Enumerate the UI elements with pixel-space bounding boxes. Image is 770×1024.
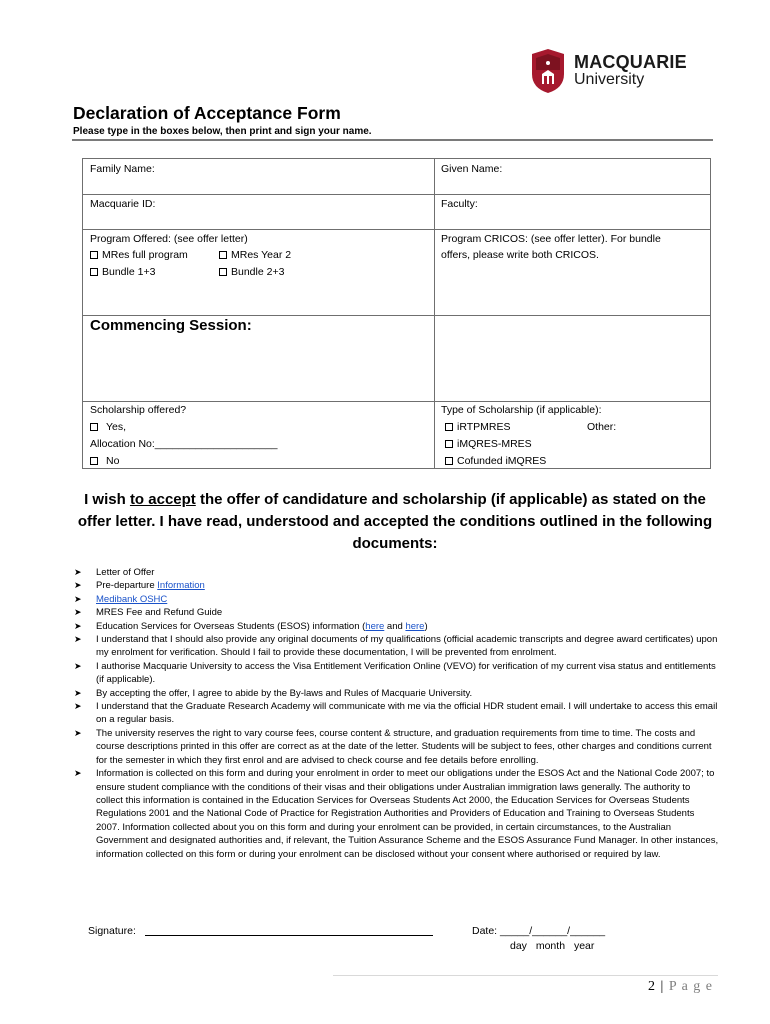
macquarie-id-field[interactable]: Macquarie ID: <box>90 198 156 210</box>
list-item-text: By accepting the offer, I agree to abide by the By-laws and Rules of Macquarie University. <box>96 687 473 699</box>
arrowhead-bullet-icon: ➤ <box>74 727 82 738</box>
documents-list <box>74 566 719 861</box>
option-label: No <box>106 455 120 467</box>
column-divider <box>434 159 435 468</box>
logo-name: MACQUARIE <box>574 52 687 72</box>
program-option-bundle-1-3[interactable] <box>90 264 155 280</box>
program-option-bundle-2-3[interactable] <box>219 264 284 280</box>
arrowhead-bullet-icon: ➤ <box>74 593 82 604</box>
arrowhead-bullet-icon: ➤ <box>74 701 82 712</box>
list-item <box>74 606 719 619</box>
list-item <box>74 660 719 687</box>
acceptance-statement <box>70 489 720 555</box>
list-item <box>74 727 719 767</box>
program-option-mres-year2[interactable] <box>219 247 291 263</box>
page-word: P a g e <box>668 979 714 994</box>
list-item-text: The university reserves the right to vary course fees, course content & structure, and graduation requirements from time to time. The costs and course descriptions printed in this offer are correct as at the date of the letter. Students will be subject to fees, other charges and conditions current for the semester in which they first enrol and are advised to check course and fee details before enrolling. <box>96 727 712 766</box>
program-offered-label: Program Offered: (see offer letter) <box>90 233 248 245</box>
checkbox-icon[interactable] <box>90 423 98 431</box>
list-item-text: MRES Fee and Refund Guide <box>96 607 223 619</box>
list-item <box>74 620 719 633</box>
checkbox-icon[interactable] <box>90 457 98 465</box>
option-label: iMQRES-MRES <box>457 438 532 450</box>
scholarship-type-label: Type of Scholarship (if applicable): <box>441 404 602 416</box>
medibank-oshc-link[interactable]: Medibank OSHC <box>96 593 168 605</box>
page-title: Declaration of Acceptance Form <box>73 103 341 123</box>
list-item-text: I authorise Macquarie University to access the Visa Entitlement Verification Online (VEVO) for verification of my current visa status and entitlements (if applicable). <box>96 660 716 686</box>
arrowhead-bullet-icon: ➤ <box>74 660 82 671</box>
program-cricos-note: offers, please write both CRICOS. <box>441 249 599 261</box>
statement-text: the offer of candidature and scholarship (if applicable) as stated on the offer letter. I have read, understood and accepted the conditions outlined in the following documents: <box>77 491 713 552</box>
option-label: MRes Year 2 <box>231 249 292 261</box>
scholarship-yes-option[interactable] <box>90 419 126 435</box>
logo-sub: University <box>574 71 645 88</box>
allocation-no-field[interactable]: Allocation No:_____________________ <box>90 438 278 450</box>
date-field[interactable]: Date: _____/______/______ <box>472 925 606 937</box>
information-link[interactable]: Information <box>157 580 205 592</box>
given-name-field[interactable]: Given Name: <box>441 163 503 175</box>
list-item <box>74 579 719 592</box>
arrowhead-bullet-icon: ➤ <box>74 580 82 591</box>
arrowhead-bullet-icon: ➤ <box>74 687 82 698</box>
checkbox-icon[interactable] <box>219 251 227 259</box>
scholarship-type-irtpmres[interactable] <box>445 419 510 435</box>
list-item <box>74 566 719 579</box>
commencing-session-label: Commencing Session: <box>90 317 252 334</box>
list-item <box>74 593 719 606</box>
faculty-field[interactable]: Faculty: <box>441 198 478 210</box>
checkbox-icon[interactable] <box>445 423 453 431</box>
checkbox-icon[interactable] <box>445 457 453 465</box>
scholarship-type-imqres-mres[interactable] <box>445 436 532 452</box>
list-item-text: Information is collected on this form and during your enrolment in order to meet our obligations under the ESOS Act and the National Code 2007; to ensure student compliance with the conditions of their visas and their obligations under Australian immigration laws generally. The authority to collect this information is contained in the Education Services for Overseas Students Act 2000, the Education Services for Overseas Students Regulations 2001 and the National Code of Practice for Registration Authorities and Providers of Education and Training to Overseas Students 2007. Information collected about you on this form and during your enrolment can be provided, in certain circumstances, to the Australian Government and designated authorities and, if relevant, the Tuition Assurance Scheme and the ESOS Assurance Fund Manager. In other instances, information collected on this form or during your enrolment can be disclosed without your consent where authorised or required by law. <box>96 768 719 860</box>
arrowhead-bullet-icon: ➤ <box>74 768 82 779</box>
list-item-text: and <box>384 620 406 632</box>
option-label: MRes full program <box>102 249 188 261</box>
signature-field[interactable] <box>145 935 433 936</box>
page-number-value: 2 <box>648 979 656 994</box>
esos-here-link-1[interactable]: here <box>365 620 385 632</box>
esos-here-link-2[interactable]: here <box>405 620 425 632</box>
arrowhead-bullet-icon: ➤ <box>74 634 82 645</box>
page-number <box>648 979 713 995</box>
list-item <box>74 700 719 727</box>
list-item-text: ) <box>424 620 428 632</box>
program-option-mres-full[interactable] <box>90 247 188 263</box>
option-label: Bundle 1+3 <box>102 266 156 278</box>
list-item-text: Pre-departure <box>96 580 158 592</box>
list-item-text: I understand that I should also provide any original documents of my qualifications (official academic transcripts and degree award certificates) upon my enrolment for verification. Should I fail to provide these documentation, I will be prevented from enrolment. <box>96 634 718 659</box>
option-label: iRTPMRES <box>457 421 511 433</box>
program-cricos-label: Program CRICOS: (see offer letter). For bundle <box>441 233 661 245</box>
row-divider <box>83 315 710 316</box>
row-divider <box>83 194 710 195</box>
arrowhead-bullet-icon: ➤ <box>74 567 82 577</box>
list-item-text: I understand that the Graduate Research Academy will communicate with me via the official HDR student email. I will undertake to access this email on a regular basis. <box>96 701 718 726</box>
page-separator: | <box>660 979 665 994</box>
row-divider <box>83 229 710 230</box>
arrowhead-bullet-icon: ➤ <box>74 607 82 618</box>
option-label: Bundle 2+3 <box>231 266 285 278</box>
list-item <box>74 767 719 861</box>
list-item-text: Letter of Offer <box>96 567 155 578</box>
footer-divider <box>333 975 718 976</box>
crest-icon <box>530 48 566 94</box>
acceptance-form-table <box>82 158 711 469</box>
family-name-field[interactable]: Family Name: <box>90 163 155 175</box>
checkbox-icon[interactable] <box>90 251 98 259</box>
scholarship-offered-label: Scholarship offered? <box>90 404 187 416</box>
checkbox-icon[interactable] <box>90 268 98 276</box>
option-label: Cofunded iMQRES <box>457 455 547 467</box>
title-divider <box>72 139 713 141</box>
list-item <box>74 687 719 700</box>
option-label: Yes, <box>106 421 127 433</box>
arrowhead-bullet-icon: ➤ <box>74 620 82 631</box>
statement-emphasis: to accept <box>129 491 196 508</box>
scholarship-type-other[interactable]: Other: <box>587 421 617 433</box>
scholarship-no-option[interactable] <box>90 453 119 469</box>
statement-text: I wish <box>84 491 130 508</box>
checkbox-icon[interactable] <box>219 268 227 276</box>
signature-label: Signature: <box>88 925 136 937</box>
checkbox-icon[interactable] <box>445 440 453 448</box>
list-item-text: Education Services for Overseas Students (ESOS) information ( <box>96 620 366 632</box>
page-subtitle: Please type in the boxes below, then print and sign your name. <box>73 126 372 137</box>
macquarie-logo <box>530 48 700 96</box>
list-item <box>74 633 719 660</box>
scholarship-type-cofunded[interactable] <box>445 453 546 469</box>
date-units-label: day month year <box>510 940 595 952</box>
